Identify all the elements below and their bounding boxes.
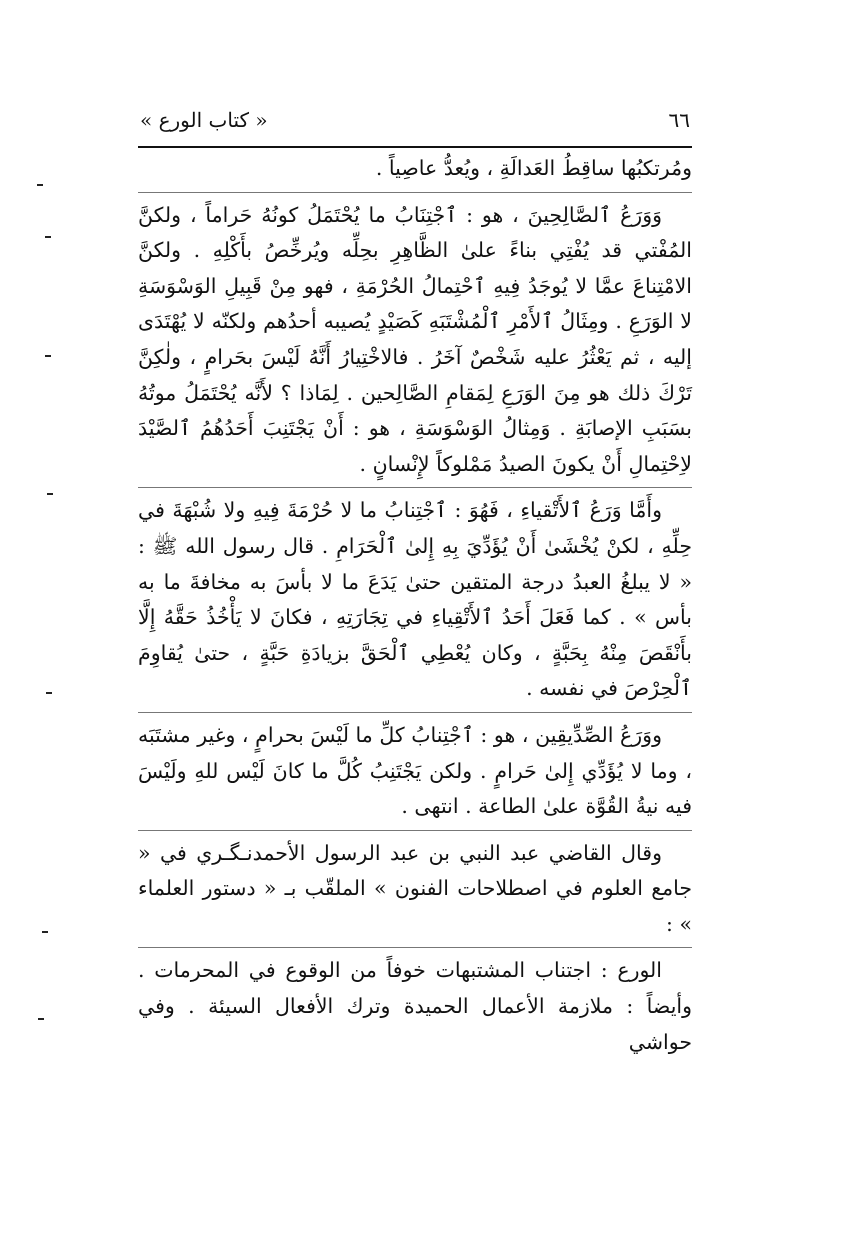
scan-mark: [46, 692, 52, 694]
paragraph: وَوَرَعُ ٱلصَّالِحِينَ ، هو : ٱجْتِنَابُ ما يُحْتَمَلُ كونُهُ حَراماً ، ولكنَّ المُفْتي قد يُفْتِي بناءً علىٰ الظَّاهِرِ بحِلِّه ويُرخِّصُ بأَكْلِهِ . ولكنَّ الامْتِناعَ عمَّا لا يُوجَدُ فِيهِ ٱحْتِمالُ الحُرْمَةِ ، فهو مِنْ قَبِيلِ الوَسْوَسَةِ لا الوَرَعِ . ومِثَالُ ٱلأَمْرِ ٱلْمُشْتَبَهِ كَصَيْدٍ يُصيبه أحدُهم ولكنّه لا يُهْتَدَى إليه ، ثم يَعْثُرُ عليه شَخْصٌ آخَرُ . فالاخْتِيارُ أَنَّهُ لَيْسَ بحَرامٍ ، ولٰكِنَّ تَرْكَ ذلك هو مِنَ الوَرَعِ لِمَقامِ الصَّالِحين . لِمَاذا ؟ لأَنَّه يُحْتَمَلُ موتُهُ بسَبَبِ الإصابَةِ . وَمِثالُ الوَسْوَسَةِ ، هو : أَنْ يَجْتَنِبَ أَحَدُهُمُ ٱلصَّيْدَ لاِحْتِمالِ أَنْ يكونَ الصيدُ مَمْلوكاً لإِنْسانٍ .: [138, 202, 692, 476]
scan-mark: [47, 493, 53, 495]
paragraph: وقال القاضي عبد النبي بن عبد الرسول الأحمدنـگـري في « جامع العلوم في اصطلاحات الفنون » الملقّب بـ « دستور العلماء » :: [138, 840, 692, 936]
scan-mark: [45, 236, 51, 238]
scan-mark: [42, 931, 48, 933]
book-page: [138, 108, 692, 1060]
paragraph-divider: [138, 830, 692, 831]
page-header: [138, 108, 692, 144]
page-number: ٦٦: [668, 108, 690, 132]
paragraph-divider: [138, 947, 692, 948]
scan-mark: [37, 184, 43, 186]
scan-mark: [38, 1018, 44, 1020]
header-rule: [138, 146, 692, 148]
paragraph: الورع : اجتناب المشتبهات خوفاً من الوقوع في المحرمات . وأيضاً : ملازمة الأعمال الحميدة وترك الأفعال السيئة . وفي حواشي: [138, 958, 692, 1054]
book-title: « كتاب الورع »: [140, 108, 268, 132]
paragraph-divider: [138, 712, 692, 713]
paragraph: وأَمَّا وَرَعُ ٱلأَتْقياءِ ، فَهُوَ : ٱجْتِنابُ ما لا حُرْمَةَ فِيهِ ولا شُبْهَةَ في حِلِّهِ ، لكنْ يُخْشَىٰ أَنْ يُؤَدِّيَ بِهِ إِلىٰ ٱلْحَرَامِ . قال رسول الله ﷺ : « لا يبلغُ العبدُ درجة المتقين حتىٰ يَدَعَ ما لا بأسَ به مخافةَ ما به بأس » . كما فَعَلَ أَحَدُ ٱلأَتْقِياءِ في تِجَارَتِهِ ، فكانَ لا يَأْخُذُ حَقَّهُ إِلَّا بأَنْقَصَ مِنْهُ بِحَبَّةٍ ، وكان يُعْطِي ٱلْحَقَّ بزيادَةِ حَبَّةٍ ، حتىٰ يُقاوِمَ ٱلْحِرْصَ في نفسه .: [138, 498, 692, 701]
paragraph-divider: [138, 192, 692, 193]
paragraph: ووَرَعُ الصِّدِّيقِين ، هو : ٱجْتِنابُ كلِّ ما لَيْسَ بحرامٍ ، وغير مشتَبَه ، وما لا يُؤَدِّي إِلىٰ حَرامٍ . ولكن يَجْتَنِبُ كُلَّ ما كانَ لَيْس للهِ ولَيْسَ فيه نيةُ القُوَّة علىٰ الطاعة . انتهى .: [138, 722, 692, 819]
paragraph-divider: [138, 487, 692, 488]
paragraph: ومُرتكبُها ساقِطُ العَدالَةِ ، ويُعدُّ عاصِياً .: [375, 156, 692, 180]
scan-mark: [45, 355, 51, 357]
